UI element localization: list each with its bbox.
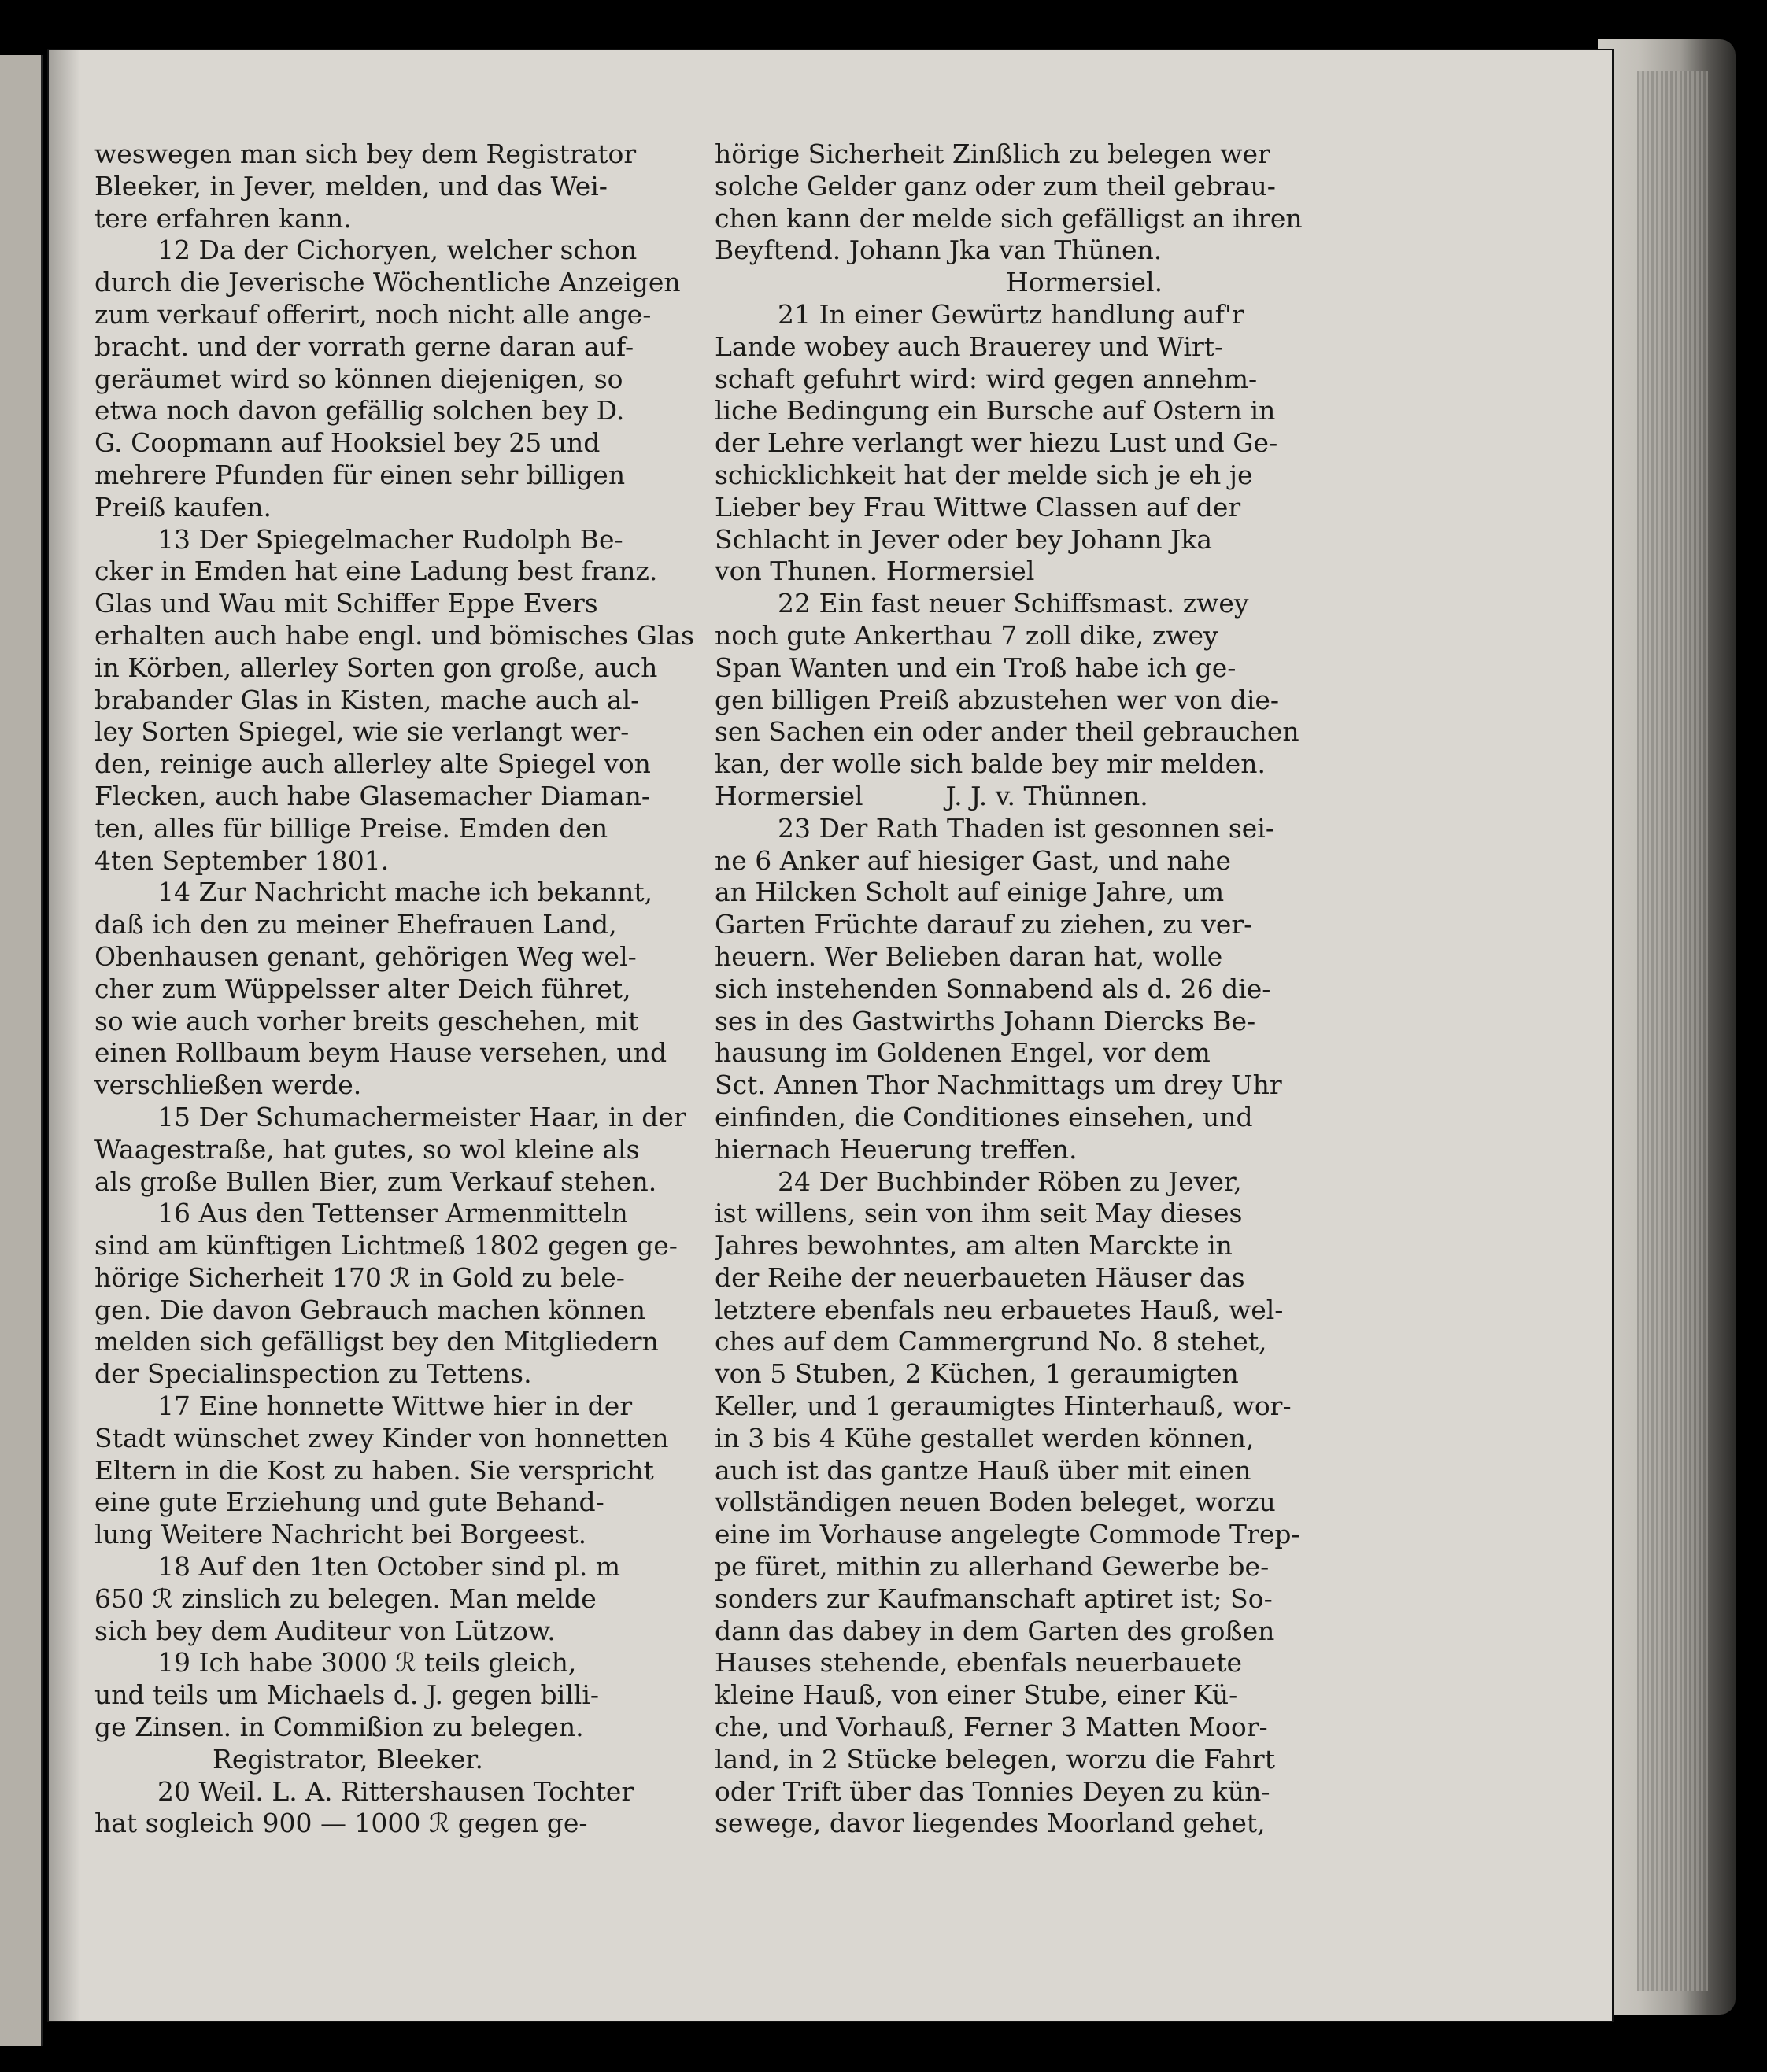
text-line: ne 6 Anker auf hiesiger Gast, und nahe [715,844,1232,876]
text-line: sind am künftigen Lichtmeß 1802 gegen ge- [94,1230,678,1261]
text-line: 650 ℛ zinslich zu belegen. Man melde [94,1583,597,1614]
text-line: von 5 Stuben, 2 Küchen, 1 geraumigten [715,1358,1239,1390]
text-line: 18 Auf den 1ten October sind pl. m [157,1551,621,1583]
text-line: pe füret, mithin zu allerhand Gewerbe be- [715,1551,1270,1583]
text-line: hörige Sicherheit Zinßlich zu belegen wer [715,139,1270,169]
text-line: sewege, davor liegendes Moorland gehet, [715,1808,1266,1839]
text-line: 12 Da der Cichoryen, welcher schon [157,235,638,266]
text-line: noch gute Ankerthau 7 zoll dike, zwey [715,619,1218,651]
text-line: einen Rollbaum beym Hause versehen, und [94,1037,667,1069]
text-line: oder Trift über das Tonnies Deyen zu kün- [715,1775,1270,1807]
text-line: sich instehenden Sonnabend als d. 26 die- [715,973,1271,1004]
text-line: zum verkauf offerirt, noch nicht alle ange- [94,298,652,330]
text-line: 19 Ich habe 3000 ℛ teils gleich, [157,1647,577,1679]
text-line: 13 Der Spiegelmacher Rudolph Be- [157,523,623,555]
text-line: an Hilcken Scholt auf einige Jahre, um [715,877,1225,908]
text-line: solche Gelder ganz oder zum theil gebrau- [715,170,1276,201]
text-line: Sct. Annen Thor Nachmittags um drey Uhr [715,1069,1282,1101]
text-line: 14 Zur Nachricht mache ich bekannt, [157,877,653,908]
text-line: so wie auch vorher breits geschehen, mit [94,1005,639,1036]
text-line: sonders zur Kaufmanschaft aptiret ist; So- [715,1583,1273,1614]
text-line: melden sich gefälligst bey den Mitgliedern [94,1326,659,1357]
text-line: in 3 bis 4 Kühe gestallet werden können, [715,1422,1255,1453]
text-line: liche Bedingung ein Bursche auf Ostern in [715,395,1276,427]
text-line: Glas und Wau mit Schiffer Eppe Evers [94,588,598,619]
text-line: ist willens, sein von ihm seit May dieses [715,1198,1243,1229]
text-line: der Reihe der neuerbaueten Häuser das [715,1261,1245,1293]
text-line: eine gute Erziehung und gute Behand- [94,1487,604,1518]
text-line: hat sogleich 900 — 1000 ℛ gegen ge- [94,1808,588,1839]
text-line: Hormersiel. [1006,267,1163,298]
text-line: dann das dabey in dem Garten des großen [715,1615,1275,1646]
text-line: Keller, und 1 geraumigtes Hinterhauß, wor- [715,1391,1292,1422]
text-line: und teils um Michaels d. J. gegen billi- [94,1679,600,1711]
text-line: Registrator, Bleeker. [213,1743,483,1775]
text-line: verschließen werde. [94,1069,362,1101]
text-line: auch ist das gantze Hauß über mit einen [715,1454,1251,1486]
text-line: ley Sorten Spiegel, wie sie verlangt wer- [94,716,630,748]
text-line: hausung im Goldenen Engel, vor dem [715,1037,1211,1069]
text-line: ge Zinsen. in Commißion zu belegen. [94,1712,584,1743]
text-line: ches auf dem Cammergrund No. 8 stehet, [715,1326,1267,1357]
text-line: etwa noch davon gefällig solchen bey D. [94,395,625,427]
text-line: Waagestraße, hat gutes, so wol kleine als [94,1133,640,1165]
text-line: den, reinige auch allerley alte Spiegel von [94,748,651,780]
text-line: weswegen man sich bey dem Registrator [94,139,637,169]
text-line: 22 Ein fast neuer Schiffsmast. zwey [778,588,1249,619]
text-line: chen kann der melde sich gefälligst an ihren [715,202,1303,234]
text-line: land, in 2 Stücke belegen, worzu die Fahrt [715,1743,1275,1775]
right-text-column [715,139,1344,1840]
text-line: lung Weitere Nachricht bei Borgeest. [94,1519,587,1550]
text-line: Preiß kaufen. [94,491,272,523]
text-line: 23 Der Rath Thaden ist gesonnen sei- [778,812,1274,844]
text-line: Schlacht in Jever oder bey Johann Jka [715,523,1213,555]
text-line: mehrere Pfunden für einen sehr billigen [94,459,626,490]
text-line: Stadt wünschet zwey Kinder von honnetten [94,1422,669,1453]
text-line: Flecken, auch habe Glasemacher Diaman- [94,780,651,811]
text-line: 24 Der Buchbinder Röben zu Jever, [778,1165,1242,1197]
text-line: Lieber bey Frau Wittwe Classen auf der [715,491,1241,523]
text-line: eine im Vorhause angelegte Commode Trep- [715,1519,1300,1550]
text-line: 16 Aus den Tettenser Armenmitteln [157,1198,628,1229]
text-line: 4ten September 1801. [94,844,390,876]
text-line: Obenhausen genant, gehörigen Weg wel- [94,940,637,972]
text-line: hörige Sicherheit 170 ℛ in Gold zu bele- [94,1261,625,1293]
book-binding [1637,71,1708,1991]
text-line: cher zum Wüppelsser alter Deich führet, [94,973,631,1004]
text-line: che, und Vorhauß, Ferner 3 Matten Moor- [715,1712,1268,1743]
text-line: daß ich den zu meiner Ehefrauen Land, [94,909,617,940]
text-line: vollständigen neuen Boden beleget, worzu [715,1487,1276,1518]
text-line: 15 Der Schumachermeister Haar, in der [157,1101,686,1132]
text-line: einfinden, die Conditiones einsehen, und [715,1101,1253,1132]
left-text-column [94,139,720,1840]
text-line: G. Coopmann auf Hooksiel bey 25 und [94,427,601,459]
text-line: ten, alles für billige Preise. Emden den [94,812,608,844]
text-line: bracht. und der vorrath gerne daran auf- [94,331,634,362]
text-line: kleine Hauß, von einer Stube, einer Kü- [715,1679,1238,1711]
text-line: schicklichkeit hat der melde sich je eh je [715,459,1253,490]
text-line: sich bey dem Auditeur von Lützow. [94,1615,556,1646]
text-line: cker in Emden hat eine Ladung best franz. [94,556,658,587]
text-line: sen Sachen ein oder ander theil gebrauchen [715,716,1299,748]
text-line: 17 Eine honnette Wittwe hier in der [157,1391,633,1422]
text-line: in Körben, allerley Sorten gon große, auch [94,652,658,683]
text-line: gen. Die davon Gebrauch machen können [94,1294,646,1325]
text-line: gen billigen Preiß abzustehen wer von die- [715,684,1280,715]
text-line: Jahres bewohntes, am alten Marckte in [715,1230,1233,1261]
text-line: durch die Jeverische Wöchentliche Anzeigen [94,267,681,298]
text-line: tere erfahren kann. [94,202,352,234]
text-line: erhalten auch habe engl. und bömisches Glas [94,619,695,651]
text-line: Hormersiel J. J. v. Thünnen. [715,780,1148,811]
text-line: von Thunen. Hormersiel [715,556,1035,587]
text-line: als große Bullen Bier, zum Verkauf stehen. [94,1165,657,1197]
text-line: der Specialinspection zu Tettens. [94,1358,532,1390]
text-line: kan, der wolle sich balde bey mir melden. [715,748,1266,780]
text-line: ses in des Gastwirths Johann Diercks Be- [715,1005,1256,1036]
text-line: 20 Weil. L. A. Rittershausen Tochter [157,1775,634,1807]
text-line: Bleeker, in Jever, melden, und das Wei- [94,170,608,201]
text-line: letztere ebenfals neu erbauetes Hauß, wel- [715,1294,1284,1325]
text-line: Lande wobey auch Brauerey und Wirt- [715,331,1224,362]
text-line: der Lehre verlangt wer hiezu Lust und Ge- [715,427,1278,459]
text-line: Eltern in die Kost zu haben. Sie verspricht [94,1454,654,1486]
text-line: geräumet wird so können diejenigen, so [94,363,623,394]
text-line: 21 In einer Gewürtz handlung auf'r [778,298,1244,330]
text-line: heuern. Wer Belieben daran hat, wolle [715,940,1223,972]
text-line: Garten Früchte darauf zu ziehen, zu ver- [715,909,1253,940]
text-line: schaft gefuhrt wird: wird gegen annehm- [715,363,1258,394]
text-line: brabander Glas in Kisten, mache auch al- [94,684,640,715]
previous-page-edge [0,55,43,2046]
text-line: Beyftend. Johann Jka van Thünen. [715,235,1163,266]
text-line: Span Wanten und ein Troß habe ich ge- [715,652,1237,683]
text-line: hiernach Heuerung treffen. [715,1133,1078,1165]
text-line: Hauses stehende, ebenfals neuerbauete [715,1647,1243,1679]
